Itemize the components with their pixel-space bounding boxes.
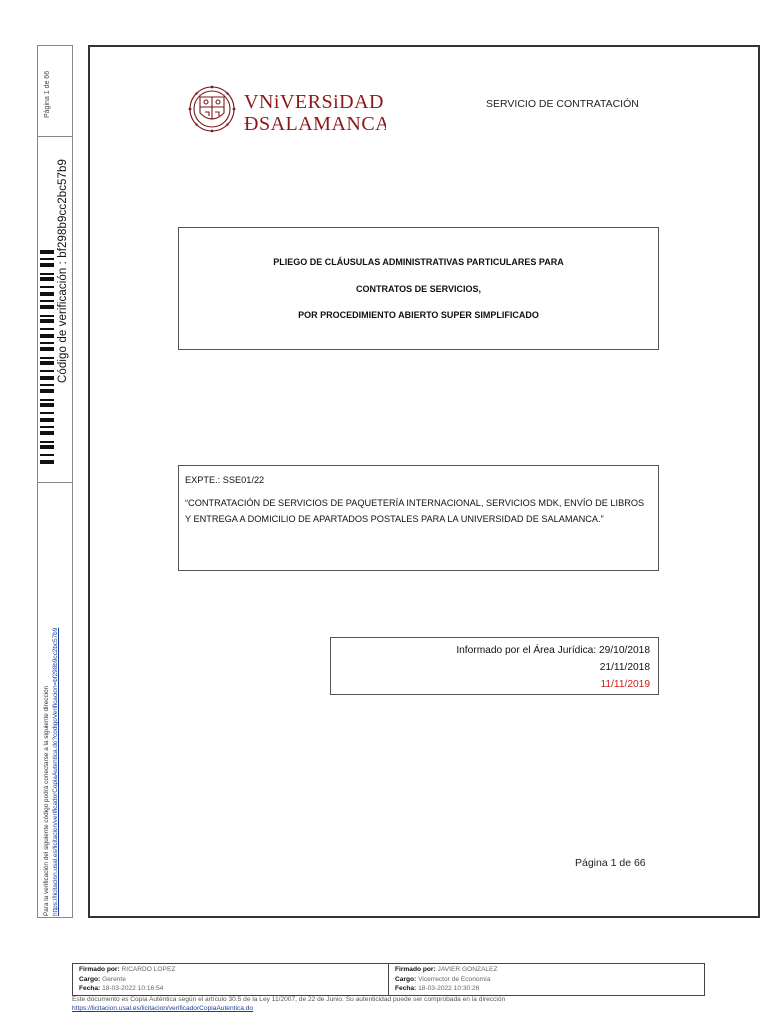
logo-line-2: ÐSALAMANCA xyxy=(244,113,386,135)
university-logo xyxy=(186,83,386,144)
document-page xyxy=(88,45,760,918)
signature-cell xyxy=(388,964,704,995)
signature-cell xyxy=(73,964,388,995)
expediente-box xyxy=(178,465,659,571)
verification-instructions: Para la verificación del siguiente código podrá conectarse a la siguiente dirección xyxy=(43,685,50,916)
signer-role: Gerente xyxy=(102,975,126,983)
signer-label: Firmado por: xyxy=(395,966,436,973)
authenticity-link[interactable]: https://licitacion.usal.es/licitacion/verificadorCopiaAutentica.do xyxy=(72,1005,254,1012)
strip-page-label: Página 1 de 66 xyxy=(44,70,51,118)
signature-date: 18-03-2022 10:30:26 xyxy=(418,985,480,992)
authenticity-note: Este documento es Copia Auténtica según el artículo 30.5 de la Ley 11/2007, de 22 de Junio. Su autenticidad puede ser comprobada en la dirección xyxy=(72,996,506,1003)
title-line-3: POR PROCEDIMIENTO ABIERTO SUPER SIMPLIFICADO xyxy=(298,310,539,320)
date-label: Fecha: xyxy=(395,985,417,992)
expediente-description: “CONTRATACIÓN DE SERVICIOS DE PAQUETERÍA INTERNACIONAL, SERVICIOS MDK, ENVÍO DE LIBROS Y ENTREGA A DOMICILIO DE APARTADOS POSTALES PARA LA UNIVERSIDAD DE SALAMANCA.” xyxy=(185,498,645,524)
role-label: Cargo: xyxy=(395,975,417,983)
service-heading: SERVICIO DE CONTRATACIÓN xyxy=(486,98,639,110)
page-number: Página 1 de 66 xyxy=(575,857,646,869)
university-seal-icon xyxy=(186,83,386,139)
strip-divider xyxy=(38,482,72,483)
signer-label: Firmado por: xyxy=(79,966,120,973)
role-label: Cargo: xyxy=(79,975,101,983)
signer-role: Vicerrector de Economía xyxy=(418,975,491,983)
logo-line-1: VNiVERSiDAD xyxy=(244,91,384,113)
signature-table xyxy=(72,963,705,996)
signer-name: JAVIER GONZALEZ xyxy=(437,966,498,973)
signer-name: RICARDO LOPEZ xyxy=(121,966,176,973)
expediente-label: EXPTE.: SSE01/22 xyxy=(185,475,265,485)
verification-strip xyxy=(37,45,73,918)
date-label: Fecha: xyxy=(79,985,101,992)
barcode-icon xyxy=(40,250,54,464)
verification-link[interactable]: https://licitacion.usal.es/licitacion/verificadorCopiaAutentica.do?codigoVerificacion=bf298b9cc2bc57b9 xyxy=(52,627,59,916)
legal-review-line-2: 21/11/2018 xyxy=(599,662,650,673)
title-box xyxy=(178,227,659,350)
title-line-2: CONTRATOS DE SERVICIOS, xyxy=(355,284,482,294)
signature-date: 18-03-2022 10:16:54 xyxy=(102,985,164,992)
legal-review-box xyxy=(330,637,659,695)
legal-review-line-1: Informado por el Área Jurídica: 29/10/2018 xyxy=(456,645,650,656)
title-line-1: PLIEGO DE CLÁUSULAS ADMINISTRATIVAS PARTICULARES PARA xyxy=(273,257,564,267)
legal-review-line-3: 11/11/2019 xyxy=(600,679,650,690)
strip-divider xyxy=(38,136,72,137)
verification-code: Código de verificación : bf298b9cc2bc57b9 xyxy=(57,158,69,383)
